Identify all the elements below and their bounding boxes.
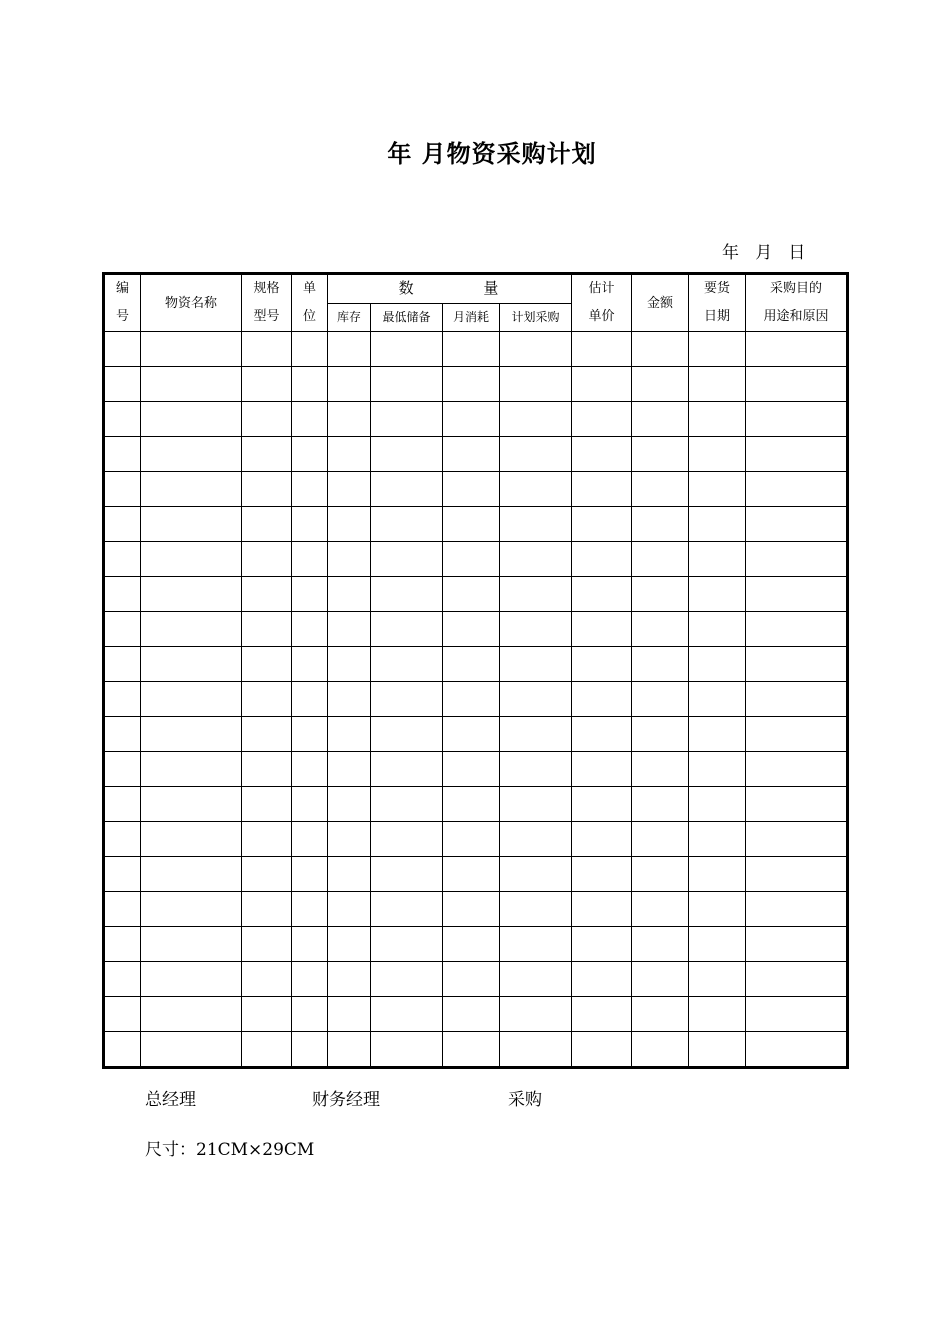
header-price: 估计 单价 [572, 274, 632, 332]
table-cell[interactable] [292, 647, 328, 682]
table-cell[interactable] [371, 927, 443, 962]
table-cell[interactable] [242, 402, 292, 437]
table-cell[interactable] [632, 857, 689, 892]
table-cell[interactable] [500, 507, 572, 542]
table-cell[interactable] [242, 997, 292, 1032]
table-cell[interactable] [572, 962, 632, 997]
table-cell[interactable] [443, 647, 500, 682]
table-cell[interactable] [292, 402, 328, 437]
table-cell[interactable] [689, 507, 746, 542]
table-cell[interactable] [689, 997, 746, 1032]
table-cell[interactable] [689, 367, 746, 402]
table-cell[interactable] [632, 1032, 689, 1068]
table-cell[interactable] [632, 367, 689, 402]
header-date: 要货 日期 [689, 274, 746, 332]
table-cell[interactable] [371, 612, 443, 647]
table-cell[interactable] [572, 997, 632, 1032]
table-cell[interactable] [689, 612, 746, 647]
table-cell[interactable] [292, 1032, 328, 1068]
table-cell[interactable] [572, 752, 632, 787]
table-cell[interactable] [443, 472, 500, 507]
table-cell[interactable] [292, 857, 328, 892]
table-row [104, 892, 848, 927]
table-row [104, 962, 848, 997]
table-cell[interactable] [632, 682, 689, 717]
table-cell[interactable] [443, 437, 500, 472]
table-row [104, 612, 848, 647]
table-cell[interactable] [500, 647, 572, 682]
signature-general-manager: 总经理 [145, 1090, 196, 1110]
table-cell[interactable] [572, 437, 632, 472]
table-cell[interactable] [141, 612, 242, 647]
table-cell[interactable] [104, 577, 141, 612]
table-cell[interactable] [572, 402, 632, 437]
table-cell[interactable] [292, 682, 328, 717]
table-row [104, 752, 848, 787]
header-planned-purchase: 计划采购 [500, 303, 572, 332]
table-row [104, 717, 848, 752]
table-cell[interactable] [371, 857, 443, 892]
table-cell[interactable] [141, 402, 242, 437]
table-cell[interactable] [328, 332, 371, 367]
header-monthly-use: 月消耗 [443, 303, 500, 332]
table-cell[interactable] [328, 507, 371, 542]
table-cell[interactable] [689, 472, 746, 507]
header-min-reserve: 最低储备 [371, 303, 443, 332]
signature-finance-manager: 财务经理 [312, 1090, 380, 1110]
table-cell[interactable] [746, 892, 848, 927]
table-cell[interactable] [371, 787, 443, 822]
table-cell[interactable] [500, 682, 572, 717]
table-cell[interactable] [572, 647, 632, 682]
table-cell[interactable] [632, 332, 689, 367]
table-cell[interactable] [443, 717, 500, 752]
table-cell[interactable] [141, 752, 242, 787]
table-cell[interactable] [689, 857, 746, 892]
table-cell[interactable] [632, 577, 689, 612]
table-cell[interactable] [443, 962, 500, 997]
table-cell[interactable] [104, 647, 141, 682]
table-cell[interactable] [328, 752, 371, 787]
table-cell[interactable] [104, 1032, 141, 1068]
table-cell[interactable] [689, 717, 746, 752]
table-cell[interactable] [242, 577, 292, 612]
table-cell[interactable] [746, 612, 848, 647]
table-cell[interactable] [572, 857, 632, 892]
table-cell[interactable] [500, 752, 572, 787]
table-cell[interactable] [141, 857, 242, 892]
table-cell[interactable] [242, 927, 292, 962]
table-cell[interactable] [371, 822, 443, 857]
table-cell[interactable] [746, 962, 848, 997]
table-cell[interactable] [500, 997, 572, 1032]
table-row [104, 332, 848, 367]
table-cell[interactable] [328, 822, 371, 857]
table-cell[interactable] [689, 332, 746, 367]
table-cell[interactable] [746, 437, 848, 472]
table-cell[interactable] [689, 822, 746, 857]
table-cell[interactable] [371, 437, 443, 472]
table-cell[interactable] [443, 927, 500, 962]
table-cell[interactable] [104, 367, 141, 402]
table-cell[interactable] [632, 892, 689, 927]
table-cell[interactable] [328, 997, 371, 1032]
table-cell[interactable] [242, 822, 292, 857]
table-cell[interactable] [141, 507, 242, 542]
table-cell[interactable] [328, 647, 371, 682]
table-cell[interactable] [632, 962, 689, 997]
table-cell[interactable] [632, 752, 689, 787]
table-cell[interactable] [242, 367, 292, 402]
table-cell[interactable] [500, 402, 572, 437]
table-cell[interactable] [443, 787, 500, 822]
table-row [104, 997, 848, 1032]
table-cell[interactable] [746, 927, 848, 962]
table-cell[interactable] [141, 472, 242, 507]
table-cell[interactable] [632, 997, 689, 1032]
table-cell[interactable] [689, 542, 746, 577]
table-row [104, 472, 848, 507]
table-cell[interactable] [443, 752, 500, 787]
table-row [104, 787, 848, 822]
table-cell[interactable] [443, 507, 500, 542]
table-cell[interactable] [141, 997, 242, 1032]
table-cell[interactable] [746, 682, 848, 717]
table-cell[interactable] [371, 577, 443, 612]
table-cell[interactable] [104, 437, 141, 472]
table-cell[interactable] [292, 962, 328, 997]
table-cell[interactable] [746, 752, 848, 787]
table-cell[interactable] [746, 822, 848, 857]
table-cell[interactable] [443, 997, 500, 1032]
table-body [104, 332, 848, 1068]
table-row [104, 402, 848, 437]
table-cell[interactable] [572, 332, 632, 367]
table-cell[interactable] [141, 892, 242, 927]
table-row [104, 577, 848, 612]
table-cell[interactable] [292, 542, 328, 577]
table-cell[interactable] [328, 612, 371, 647]
table-cell[interactable] [242, 752, 292, 787]
table-cell[interactable] [689, 577, 746, 612]
table-cell[interactable] [443, 682, 500, 717]
table-cell[interactable] [328, 892, 371, 927]
table-cell[interactable] [443, 892, 500, 927]
table-cell[interactable] [141, 787, 242, 822]
table-cell[interactable] [632, 822, 689, 857]
table-cell[interactable] [632, 612, 689, 647]
table-cell[interactable] [500, 787, 572, 822]
table-cell[interactable] [500, 1032, 572, 1068]
table-row [104, 507, 848, 542]
table-cell[interactable] [141, 962, 242, 997]
table-cell[interactable] [328, 472, 371, 507]
table-cell[interactable] [443, 332, 500, 367]
table-cell[interactable] [292, 472, 328, 507]
table-cell[interactable] [572, 612, 632, 647]
table-cell[interactable] [689, 787, 746, 822]
table-cell[interactable] [292, 367, 328, 402]
table-cell[interactable] [104, 507, 141, 542]
table-cell[interactable] [104, 402, 141, 437]
table-cell[interactable] [500, 332, 572, 367]
table-cell[interactable] [292, 787, 328, 822]
table-cell[interactable] [572, 927, 632, 962]
size-note: 尺寸：21CM×29CM [145, 1140, 315, 1160]
table-cell[interactable] [141, 437, 242, 472]
table-cell[interactable] [572, 787, 632, 822]
table-cell[interactable] [292, 752, 328, 787]
table-cell[interactable] [328, 542, 371, 577]
table-cell[interactable] [141, 332, 242, 367]
table-cell[interactable] [328, 402, 371, 437]
table-cell[interactable] [689, 892, 746, 927]
table-cell[interactable] [443, 542, 500, 577]
table-cell[interactable] [242, 332, 292, 367]
table-row [104, 367, 848, 402]
table-cell[interactable] [572, 507, 632, 542]
table-cell[interactable] [104, 927, 141, 962]
table-cell[interactable] [632, 647, 689, 682]
table-cell[interactable] [104, 822, 141, 857]
table-cell[interactable] [242, 647, 292, 682]
header-amount: 金额 [632, 274, 689, 332]
table-cell[interactable] [500, 367, 572, 402]
table-cell[interactable] [292, 612, 328, 647]
table-cell[interactable] [242, 717, 292, 752]
table-cell[interactable] [104, 997, 141, 1032]
table-cell[interactable] [104, 332, 141, 367]
table-cell[interactable] [292, 892, 328, 927]
table-cell[interactable] [632, 472, 689, 507]
table-cell[interactable] [141, 682, 242, 717]
table-cell[interactable] [328, 367, 371, 402]
table-cell[interactable] [371, 542, 443, 577]
table-cell[interactable] [104, 962, 141, 997]
table-cell[interactable] [500, 542, 572, 577]
table-cell[interactable] [328, 787, 371, 822]
header-quantity: 数 量 [328, 274, 572, 304]
table-cell[interactable] [292, 997, 328, 1032]
table-cell[interactable] [242, 437, 292, 472]
table-cell[interactable] [746, 1032, 848, 1068]
table-cell[interactable] [746, 367, 848, 402]
table-cell[interactable] [141, 717, 242, 752]
table-cell[interactable] [104, 892, 141, 927]
table-cell[interactable] [572, 822, 632, 857]
table-cell[interactable] [746, 332, 848, 367]
table-cell[interactable] [500, 822, 572, 857]
table-cell[interactable] [689, 1032, 746, 1068]
table-cell[interactable] [500, 962, 572, 997]
table-cell[interactable] [572, 682, 632, 717]
table-cell[interactable] [443, 577, 500, 612]
table-cell[interactable] [242, 787, 292, 822]
table-cell[interactable] [371, 367, 443, 402]
table-cell[interactable] [328, 962, 371, 997]
header-spec: 规格 型号 [242, 274, 292, 332]
table-cell[interactable] [443, 1032, 500, 1068]
table-row [104, 857, 848, 892]
table-cell[interactable] [141, 367, 242, 402]
table-row [104, 927, 848, 962]
table-cell[interactable] [746, 402, 848, 437]
signature-purchasing: 采购 [508, 1090, 542, 1110]
table-cell[interactable] [500, 717, 572, 752]
table-cell[interactable] [689, 647, 746, 682]
table-cell[interactable] [443, 402, 500, 437]
table-cell[interactable] [443, 367, 500, 402]
table-cell[interactable] [292, 437, 328, 472]
table-cell[interactable] [371, 1032, 443, 1068]
table-cell[interactable] [328, 577, 371, 612]
table-cell[interactable] [572, 577, 632, 612]
table-cell[interactable] [572, 367, 632, 402]
table-cell[interactable] [500, 612, 572, 647]
table-cell[interactable] [242, 542, 292, 577]
table-cell[interactable] [292, 717, 328, 752]
table-cell[interactable] [746, 717, 848, 752]
table-cell[interactable] [371, 507, 443, 542]
table-cell[interactable] [371, 647, 443, 682]
table-cell[interactable] [242, 472, 292, 507]
table-cell[interactable] [292, 927, 328, 962]
table-cell[interactable] [443, 857, 500, 892]
table-cell[interactable] [572, 1032, 632, 1068]
table-cell[interactable] [689, 752, 746, 787]
table-cell[interactable] [632, 787, 689, 822]
table-cell[interactable] [242, 892, 292, 927]
header-stock: 库存 [328, 303, 371, 332]
table-cell[interactable] [242, 962, 292, 997]
table-cell[interactable] [371, 402, 443, 437]
table-cell[interactable] [328, 717, 371, 752]
table-row [104, 1032, 848, 1068]
table-cell[interactable] [242, 507, 292, 542]
table-cell[interactable] [292, 577, 328, 612]
table-cell[interactable] [292, 822, 328, 857]
table-cell[interactable] [371, 962, 443, 997]
table-cell[interactable] [371, 997, 443, 1032]
table-cell[interactable] [746, 647, 848, 682]
table-cell[interactable] [500, 577, 572, 612]
table-cell[interactable] [104, 717, 141, 752]
table-cell[interactable] [141, 647, 242, 682]
header-name: 物资名称 [141, 274, 242, 332]
table-cell[interactable] [328, 437, 371, 472]
table-cell[interactable] [632, 402, 689, 437]
table-cell[interactable] [632, 542, 689, 577]
table-cell[interactable] [746, 997, 848, 1032]
table-row [104, 682, 848, 717]
table-cell[interactable] [746, 577, 848, 612]
table-cell[interactable] [689, 927, 746, 962]
table-row [104, 437, 848, 472]
table-cell[interactable] [242, 612, 292, 647]
table-cell[interactable] [328, 927, 371, 962]
table-cell[interactable] [443, 822, 500, 857]
table-cell[interactable] [328, 857, 371, 892]
table-cell[interactable] [632, 437, 689, 472]
table-cell[interactable] [500, 892, 572, 927]
table-cell[interactable] [371, 332, 443, 367]
table-cell[interactable] [500, 437, 572, 472]
table-cell[interactable] [371, 717, 443, 752]
purchase-plan-table [102, 272, 849, 1069]
table-cell[interactable] [746, 507, 848, 542]
table-cell[interactable] [371, 682, 443, 717]
table-row [104, 647, 848, 682]
table-cell[interactable] [632, 507, 689, 542]
table-cell[interactable] [746, 542, 848, 577]
table-cell[interactable] [104, 472, 141, 507]
table-cell[interactable] [141, 927, 242, 962]
table-row [104, 542, 848, 577]
table-cell[interactable] [572, 472, 632, 507]
table-cell[interactable] [572, 542, 632, 577]
header-purpose: 采购目的 用途和原因 [746, 274, 848, 332]
table-cell[interactable] [242, 857, 292, 892]
table-cell[interactable] [632, 927, 689, 962]
table-cell[interactable] [689, 682, 746, 717]
table-cell[interactable] [632, 717, 689, 752]
table-cell[interactable] [371, 892, 443, 927]
table-cell[interactable] [746, 472, 848, 507]
table-cell[interactable] [242, 682, 292, 717]
table-cell[interactable] [500, 857, 572, 892]
table-cell[interactable] [689, 962, 746, 997]
table-cell[interactable] [371, 752, 443, 787]
table-cell[interactable] [141, 542, 242, 577]
table-cell[interactable] [292, 507, 328, 542]
header-no: 编 号 [104, 274, 141, 332]
table-cell[interactable] [104, 542, 141, 577]
table-cell[interactable] [500, 927, 572, 962]
table-cell[interactable] [104, 682, 141, 717]
table-cell[interactable] [746, 857, 848, 892]
table-cell[interactable] [572, 892, 632, 927]
table-cell[interactable] [104, 752, 141, 787]
table-cell[interactable] [292, 332, 328, 367]
table-row [104, 822, 848, 857]
table-cell[interactable] [104, 857, 141, 892]
table-cell[interactable] [141, 1032, 242, 1068]
table-cell[interactable] [371, 472, 443, 507]
table-cell[interactable] [689, 402, 746, 437]
table-cell[interactable] [104, 612, 141, 647]
header-unit: 单 位 [292, 274, 328, 332]
date-line: 年 月 日 [722, 243, 806, 263]
page-title: 年 月物资采购计划 [387, 139, 597, 168]
table-cell[interactable] [141, 822, 242, 857]
table-cell[interactable] [328, 682, 371, 717]
table-cell[interactable] [500, 472, 572, 507]
table-cell[interactable] [443, 612, 500, 647]
table-cell[interactable] [689, 437, 746, 472]
table-cell[interactable] [242, 1032, 292, 1068]
table-cell[interactable] [746, 787, 848, 822]
table-cell[interactable] [572, 717, 632, 752]
table-cell[interactable] [328, 1032, 371, 1068]
table-cell[interactable] [104, 787, 141, 822]
table-cell[interactable] [141, 577, 242, 612]
